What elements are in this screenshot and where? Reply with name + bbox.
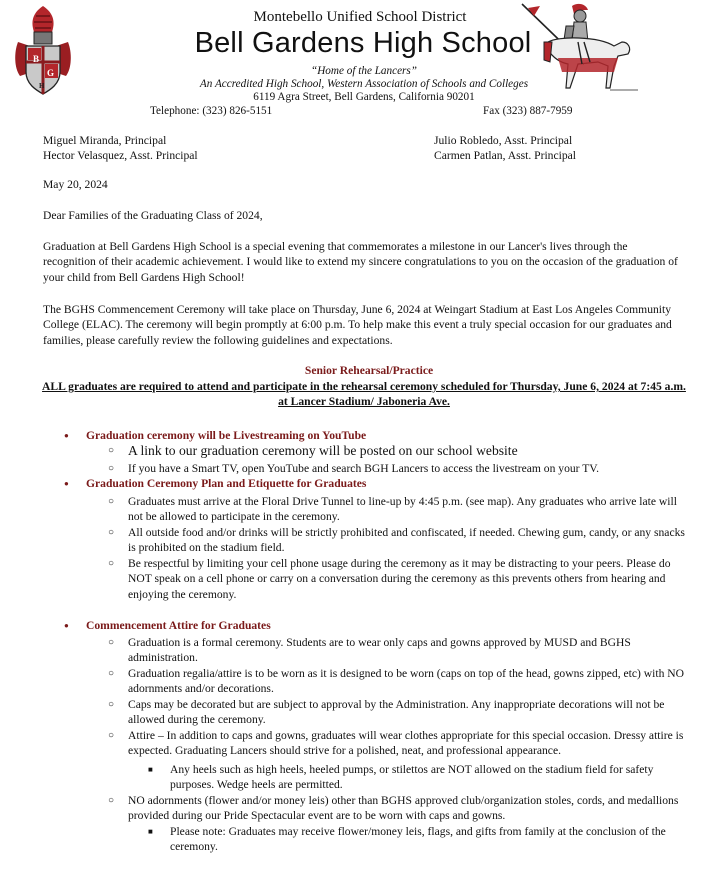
list-item: ○ All outside food and/or drinks will be strictly prohibited and confiscated, if needed. Chewing gum, candy, or any snacks is prohibited on the stadium field. — [108, 526, 685, 555]
list-item: ○ NO adornments (flower and/or money leis) other than BGHS approved club/organization stoles, cords, and medallions provided during our Pride Spectacular event are to be worn with caps and gowns. — [108, 794, 679, 823]
accreditation-line: An Accredited High School, Western Association of Schools and Colleges — [199, 78, 529, 90]
staff-list-left — [43, 133, 198, 163]
letter-date: May 20, 2024 — [43, 178, 108, 191]
fax-number: Fax (323) 887-7959 — [483, 105, 573, 117]
crest-letter-h: H — [39, 82, 45, 90]
sub-list-item: ■ Any heels such as high heels, heeled pumps, or stilettos are NOT allowed on the stadium field for safety purposes. Wedge heels are permitted. — [148, 763, 654, 792]
list-item: ○ Caps may be decorated but are subject to approval by the Administration. Any inappropriate decorations will not be allowed during the ceremony. — [108, 698, 665, 727]
crest-letter-g: G — [47, 68, 55, 78]
staff-principal: Miguel Miranda, Principal — [43, 134, 167, 147]
rehearsal-heading: Senior Rehearsal/Practice — [304, 364, 434, 377]
list-item: ○ If you have a Smart TV, open YouTube and search BGH Lancers to access the livestream on your TV. — [108, 462, 600, 475]
list-item: ○ Attire – In addition to caps and gowns, graduates will wear clothes appropriate for this special occasion. Dressy attire is expected. Graduating Lancers should strive for a polished, neat, and professional appearance. — [108, 729, 684, 758]
letter-paragraph: The BGHS Commencement Ceremony will take place on Thursday, June 6, 2024 at Weingart Stadium at East Los Angeles Community College (ELAC). The ceremony will begin promptly at 6:00 p.m. To help make this event a truly special occasion for our graduates and families, please carefully review the following guidelines and expectations. — [43, 303, 672, 347]
list-item: ○ Be respectful by limiting your cell phone usage during the ceremony as it may be distracting to your peers. Please do NOT speak on a cell phone or carry on a conversation during the ceremony as this prevents others from hearing and enjoying the ceremony. — [108, 557, 671, 601]
list-item: ○ Graduation is a formal ceremony. Students are to wear only caps and gowns approved by MUSD and BGHS administration. — [108, 636, 631, 665]
school-tagline: “Home of the Lancers” — [311, 65, 417, 77]
telephone: Telephone: (323) 826-5151 — [150, 105, 273, 117]
school-name: Bell Gardens High School — [194, 27, 532, 59]
letter-salutation: Dear Families of the Graduating Class of 2024, — [43, 209, 263, 222]
list-item: ○ Graduation regalia/attire is to be worn as it is designed to be worn (caps on top of the head, gowns zipped, etc) with NO adornments and/or decorations. — [108, 667, 685, 696]
rehearsal-requirement: ALL graduates are required to attend and participate in the rehearsal ceremony scheduled for Thursday, June 6, 2024 at 7:45 a.m. at Lancer Stadium/ Jaboneria Ave. — [42, 380, 686, 409]
school-address: 6119 Agra Street, Bell Gardens, California 90201 — [253, 91, 475, 103]
list-item: ○ Graduates must arrive at the Floral Drive Tunnel to line-up by 4:45 p.m. (see map). Any graduates who arrive late will not be allowed to participate in the ceremony. — [108, 495, 677, 524]
section-title: ● Graduation Ceremony Plan and Etiquette for Graduates — [64, 477, 366, 490]
sub-list-item: ■ Please note: Graduates may receive flower/money leis, flags, and gifts from family at the conclusion of the ceremony. — [148, 825, 666, 854]
staff-asst-principal: Carmen Patlan, Asst. Principal — [434, 149, 577, 162]
crest-letter-b: B — [33, 54, 40, 64]
section-title: ● Commencement Attire for Graduates — [64, 619, 271, 632]
section-title: ● Graduation ceremony will be Livestreaming on YouTube — [64, 429, 366, 442]
staff-asst-principal: Julio Robledo, Asst. Principal — [434, 134, 573, 147]
staff-asst-principal: Hector Velasquez, Asst. Principal — [43, 149, 198, 162]
district-name: Montebello Unified School District — [253, 9, 467, 25]
letter-paragraph: Graduation at Bell Gardens High School is a special evening that commemorates a milestone in our Lancer's lives through the recognition of their academic achievement. I would like to extend my sincere congratulations to you on the occasion of the graduation of your child from Bell Gardens High School! — [43, 240, 678, 284]
list-item: ○ A link to our graduation ceremony will be posted on our school website — [108, 443, 518, 458]
staff-list-right — [434, 133, 576, 163]
